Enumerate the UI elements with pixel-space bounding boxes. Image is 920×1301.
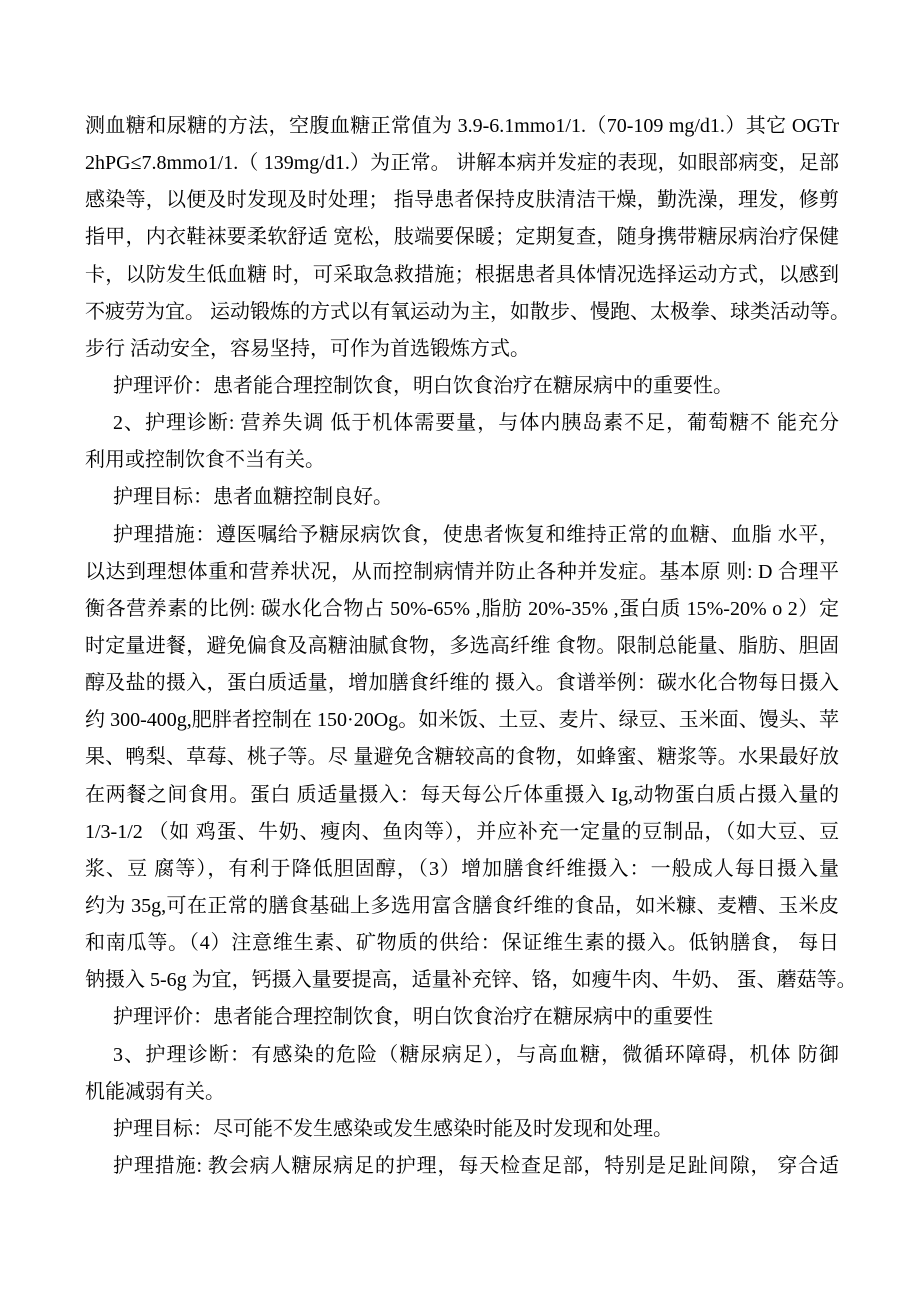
text-line: 约为 35g,可在正常的膳食基础上多选用富含膳食纤维的食品，如米糠、麦糟、玉米皮 bbox=[85, 894, 839, 917]
text-line: 步行 活动安全，容易坚持，可作为首选锻炼方式。 bbox=[85, 337, 530, 360]
text-line: 护理评价：患者能合理控制饮食，明白饮食治疗在糖尿病中的重要性 bbox=[113, 1006, 713, 1029]
text-line: 指甲，内衣鞋袜要柔软舒适 宽松，肢端要保暖；定期复查，随身携带糖尿病治疗保健 bbox=[85, 226, 839, 249]
text-line: 护理目标：尽可能不发生感染或发生感染时能及时发现和处理。 bbox=[113, 1117, 673, 1140]
text-line: 2hPG≤7.8mmo1/1.（ 139mg/d1.）为正常。 讲解本病并发症的表现，如眼部病变，足部 bbox=[85, 152, 839, 175]
text-line: 护理措施：遵医嘱给予糖尿病饮食，使患者恢复和维持正常的血糖、血脂 水平， bbox=[113, 523, 839, 546]
paragraph bbox=[85, 517, 857, 1000]
paragraph bbox=[85, 479, 839, 516]
text-line: 护理目标：患者血糖控制良好。 bbox=[113, 486, 393, 509]
paragraph bbox=[85, 1111, 839, 1148]
text-line: 钠摄入 5-6g 为宜，钙摄入量要提高，适量补充锌、铬，如瘦牛肉、牛奶、 蛋、蘑菇等。 bbox=[85, 969, 857, 992]
text-line: 衡各营养素的比例: 碳水化合物占 50%-65% ,脂肪 20%-35% ,蛋白质 15%-20% o 2）定 bbox=[85, 597, 839, 620]
text-line: 和南瓜等。（4）注意维生素、矿物质的供给：保证维生素的摄入。低钠膳食， 每日 bbox=[85, 932, 839, 955]
paragraph bbox=[85, 999, 839, 1036]
text-line: 3、护理诊断：有感染的危险（糖尿病足），与高血糖，微循环障碍，机体 防御 bbox=[113, 1043, 839, 1066]
text-line: 时定量进餐，避免偏食及高糖油腻食物，多选高纤维 食物。限制总能量、脂肪、胆固 bbox=[85, 634, 839, 657]
text-line: 1/3-1/2 （如 鸡蛋、牛奶、瘦肉、鱼肉等），并应补充一定量的豆制品，（如大豆、豆 bbox=[85, 820, 839, 843]
page-content bbox=[85, 108, 857, 1185]
text-line: 在两餐之间食用。蛋白 质适量摄入：每天每公斤体重摄入 Ig,动物蛋白质占摄入量的 bbox=[85, 783, 839, 806]
text-line: 测血糖和尿糖的方法，空腹血糖正常值为 3.9-6.1mmo1/1.（70-109 mg/d1.）其它 OGTr bbox=[85, 115, 839, 137]
text-line: 约 300-400g,肥胖者控制在 150·20Og。如米饭、土豆、麦片、绿豆、玉米面、馒头、苹 bbox=[85, 709, 839, 732]
paragraph bbox=[85, 368, 839, 405]
text-line: 机能减弱有关。 bbox=[85, 1080, 225, 1103]
text-line: 不疲劳为宜。 运动锻炼的方式以有氧运动为主，如散步、慢跑、太极拳、球类活动等。 bbox=[85, 300, 850, 323]
text-line: 浆、豆 腐等），有利于降低胆固醇，（3）增加膳食纤维摄入：一般成人每日摄入量 bbox=[85, 857, 839, 880]
text-line: 醇及盐的摄入，蛋白质适量，增加膳食纤维的 摄入。食谱举例：碳水化合物每日摄入 bbox=[85, 672, 839, 695]
text-line: 护理措施: 教会病人糖尿病足的护理，每天检查足部，特别是足趾间隙， 穿合适 bbox=[113, 1154, 839, 1177]
text-line: 2、护理诊断: 营养失调 低于机体需要量，与体内胰岛素不足，葡萄糖不 能充分 bbox=[113, 412, 839, 435]
paragraph bbox=[85, 1037, 839, 1111]
text-line: 以达到理想体重和营养状况，从而控制病情并防止各种并发症。基本原 则: D 合理平 bbox=[85, 560, 839, 583]
paragraph bbox=[85, 1148, 839, 1185]
text-line: 利用或控制饮食不当有关。 bbox=[85, 449, 325, 472]
text-line: 果、鸭梨、草莓、桃子等。尽 量避免含糖较高的食物，如蜂蜜、糖浆等。水果最好放 bbox=[85, 746, 839, 769]
paragraph bbox=[85, 108, 850, 368]
text-line: 感染等，以便及时发现及时处理； 指导患者保持皮肤清洁干燥，勤洗澡，理发，修剪 bbox=[85, 189, 839, 212]
paragraph bbox=[85, 405, 839, 479]
text-line: 卡，以防发生低血糖 时，可采取急救措施；根据患者具体情况选择运动方式，以感到 bbox=[85, 263, 839, 286]
text-line: 护理评价：患者能合理控制饮食，明白饮食治疗在糖尿病中的重要性。 bbox=[113, 374, 733, 397]
